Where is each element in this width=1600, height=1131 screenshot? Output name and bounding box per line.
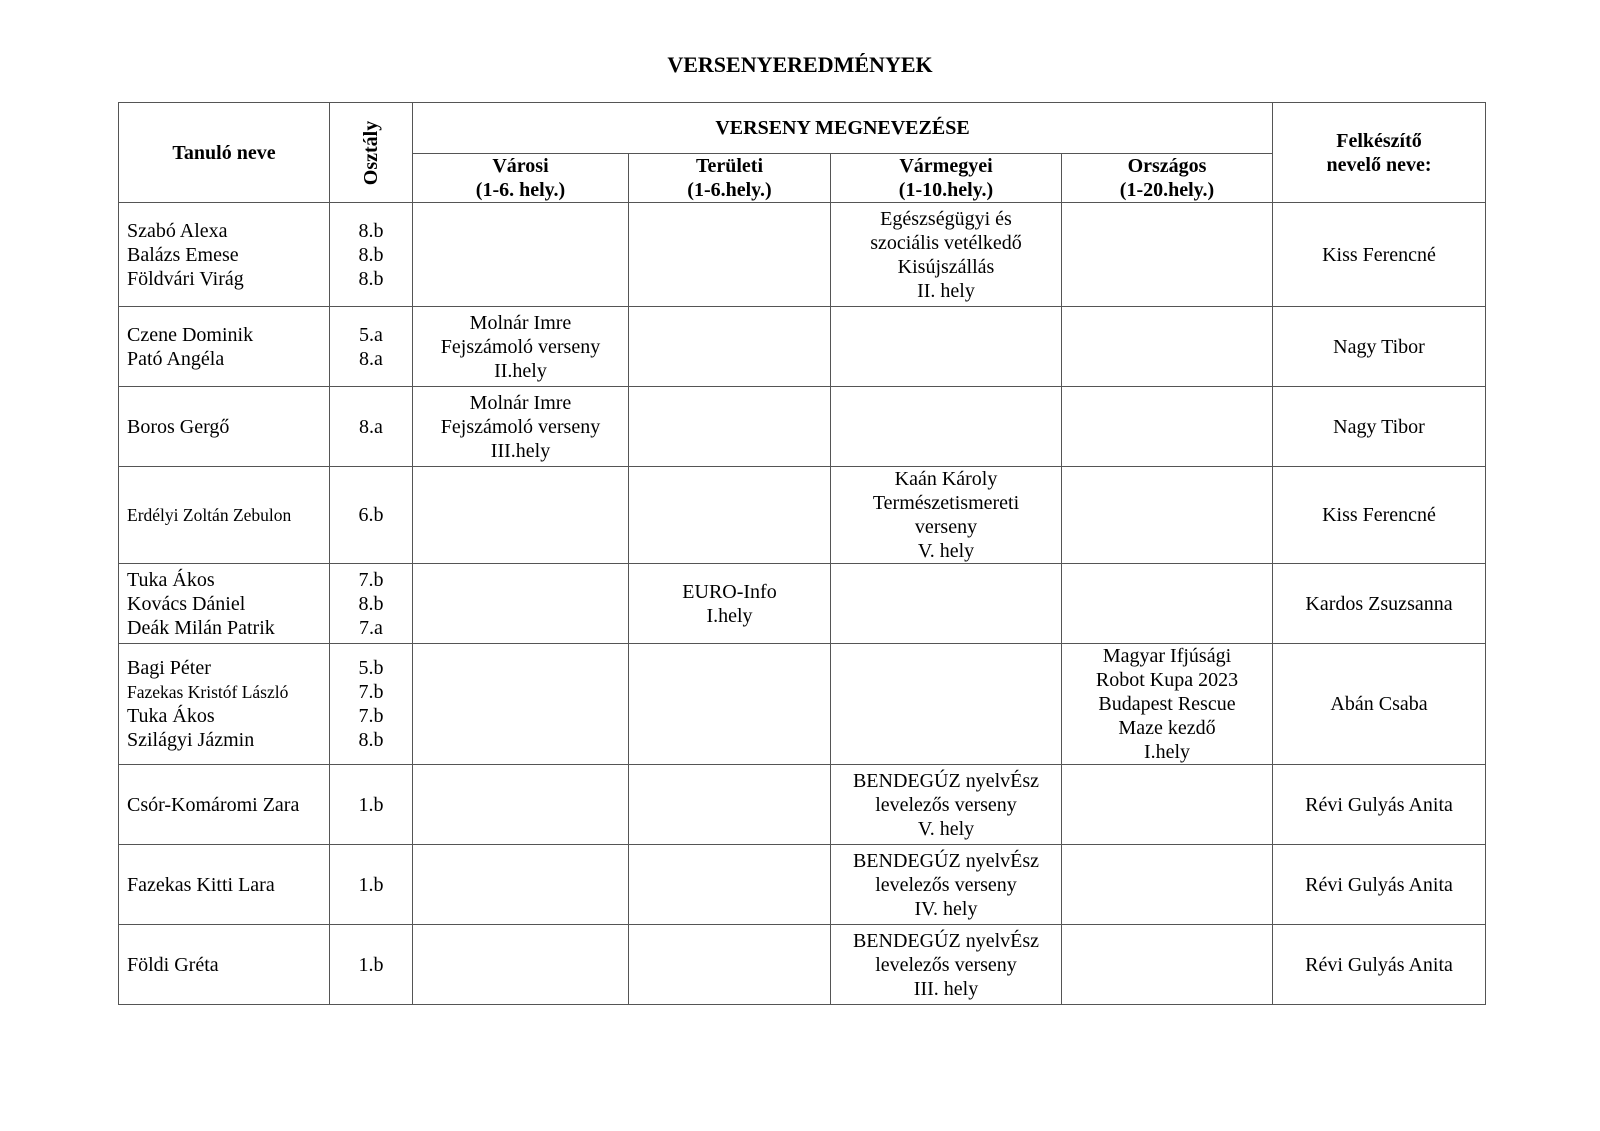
national-competition-cell-line: Robot Kupa 2023 bbox=[1095, 669, 1239, 691]
county-competition-cell-line: szociális vetélkedő bbox=[870, 231, 1022, 254]
header-level-region bbox=[629, 154, 831, 203]
student-names-cell-line: Fazekas Kitti Lara bbox=[127, 873, 275, 896]
national-competition-cell bbox=[1062, 564, 1273, 644]
region-competition-cell bbox=[629, 845, 831, 925]
student-names-cell-line: Erdélyi Zoltán Zebulon bbox=[127, 505, 292, 525]
city-competition-cell bbox=[413, 307, 629, 387]
header-teacher-line: nevelő neve: bbox=[1326, 153, 1432, 176]
city-competition-cell-line: Fejszámoló verseny bbox=[440, 415, 601, 438]
class-cell bbox=[330, 564, 413, 644]
header-teacher-line: Felkészítő bbox=[1336, 129, 1422, 152]
student-names-cell bbox=[119, 564, 330, 644]
student-names-cell bbox=[119, 307, 330, 387]
county-competition-cell bbox=[831, 925, 1062, 1005]
level-range: (1-10.hely.) bbox=[898, 179, 994, 201]
region-competition-cell bbox=[629, 387, 831, 467]
class-cell bbox=[330, 387, 413, 467]
county-competition-cell-line: BENDEGÚZ nyelvÉsz bbox=[852, 849, 1040, 872]
county-competition-cell bbox=[831, 765, 1062, 845]
teacher-cell: Nagy Tibor bbox=[1273, 307, 1486, 387]
class-cell-line: 8.a bbox=[359, 347, 383, 370]
region-competition-cell bbox=[629, 644, 831, 765]
student-names-cell-line: Tuka Ákos bbox=[127, 705, 215, 727]
results-body bbox=[119, 203, 1486, 1005]
national-competition-cell bbox=[1062, 307, 1273, 387]
city-competition-cell bbox=[413, 387, 629, 467]
national-competition-cell-line: Magyar Ifjúsági bbox=[1102, 645, 1232, 667]
class-cell-line: 6.b bbox=[358, 504, 384, 526]
county-competition-cell-line: BENDEGÚZ nyelvÉsz bbox=[852, 769, 1040, 792]
county-competition-cell-line: verseny bbox=[914, 516, 978, 538]
level-name: Területi bbox=[695, 155, 764, 177]
class-cell bbox=[330, 203, 413, 307]
teacher-cell: Kiss Ferencné bbox=[1273, 467, 1486, 564]
class-cell-line: 7.a bbox=[359, 616, 383, 639]
class-cell-line: 5.a bbox=[359, 323, 383, 346]
table-row bbox=[119, 564, 1486, 644]
level-name: Országos bbox=[1127, 155, 1207, 177]
class-cell-line: 8.b bbox=[358, 729, 384, 751]
header-level-national bbox=[1062, 154, 1273, 203]
region-competition-cell-line: I.hely bbox=[706, 604, 753, 627]
class-cell-line: 7.b bbox=[358, 568, 384, 591]
teacher-cell: Révi Gulyás Anita bbox=[1273, 845, 1486, 925]
student-names-cell-line: Csór-Komáromi Zara bbox=[127, 793, 300, 816]
class-cell bbox=[330, 845, 413, 925]
county-competition-cell bbox=[831, 387, 1062, 467]
county-competition-cell-line: Kaán Károly bbox=[894, 468, 998, 490]
city-competition-cell-line: III.hely bbox=[490, 439, 551, 462]
level-name: Vármegyei bbox=[899, 155, 993, 177]
page-title: VERSENYEREDMÉNYEK bbox=[667, 52, 933, 77]
national-competition-cell bbox=[1062, 644, 1273, 765]
class-cell-line: 7.b bbox=[358, 705, 384, 727]
level-range: (1-20.hely.) bbox=[1119, 179, 1215, 201]
student-names-cell bbox=[119, 644, 330, 765]
results-table bbox=[118, 102, 1486, 1005]
class-cell bbox=[330, 467, 413, 564]
student-names-cell-line: Fazekas Kristóf László bbox=[127, 682, 289, 702]
region-competition-cell bbox=[629, 467, 831, 564]
county-competition-cell bbox=[831, 644, 1062, 765]
class-cell-line: 8.b bbox=[358, 243, 384, 266]
region-competition-cell bbox=[629, 307, 831, 387]
header-teacher bbox=[1273, 103, 1486, 203]
class-cell bbox=[330, 925, 413, 1005]
city-competition-cell bbox=[413, 845, 629, 925]
student-names-cell bbox=[119, 765, 330, 845]
class-cell bbox=[330, 765, 413, 845]
county-competition-cell-line: BENDEGÚZ nyelvÉsz bbox=[852, 929, 1040, 952]
class-cell bbox=[330, 307, 413, 387]
student-names-cell-line: Szabó Alexa bbox=[127, 219, 228, 242]
county-competition-cell bbox=[831, 845, 1062, 925]
county-competition-cell-line: levelezős verseny bbox=[875, 953, 1017, 976]
class-cell-line: 5.b bbox=[358, 657, 384, 679]
header-class-label: Osztály bbox=[360, 120, 382, 185]
student-names-cell-line: Czene Dominik bbox=[127, 323, 254, 346]
student-names-cell-line: Tuka Ákos bbox=[127, 568, 215, 591]
teacher-cell: Révi Gulyás Anita bbox=[1273, 925, 1486, 1005]
county-competition-cell bbox=[831, 307, 1062, 387]
student-names-cell bbox=[119, 845, 330, 925]
table-row bbox=[119, 845, 1486, 925]
teacher-cell: Révi Gulyás Anita bbox=[1273, 765, 1486, 845]
table-row bbox=[119, 765, 1486, 845]
region-competition-cell bbox=[629, 765, 831, 845]
table-row bbox=[119, 203, 1486, 307]
class-cell-line: 1.b bbox=[358, 953, 384, 976]
student-names-cell-line: Szilágyi Jázmin bbox=[127, 729, 255, 751]
header-competition: VERSENY MEGNEVEZÉSE bbox=[413, 103, 1273, 154]
teacher-cell: Kardos Zsuzsanna bbox=[1273, 564, 1486, 644]
city-competition-cell-line: Fejszámoló verseny bbox=[440, 335, 601, 358]
header-level-city bbox=[413, 154, 629, 203]
student-names-cell-line: Pató Angéla bbox=[127, 347, 225, 370]
header-level-county bbox=[831, 154, 1062, 203]
student-names-cell-line: Bagi Péter bbox=[127, 657, 211, 679]
city-competition-cell bbox=[413, 925, 629, 1005]
student-names-cell-line: Földvári Virág bbox=[127, 267, 244, 290]
class-cell-line: 8.a bbox=[359, 415, 383, 438]
county-competition-cell-line: Természetismereti bbox=[872, 492, 1020, 514]
region-competition-cell bbox=[629, 203, 831, 307]
county-competition-cell-line: Egészségügyi és bbox=[880, 207, 1012, 230]
county-competition-cell-line: levelezős verseny bbox=[875, 873, 1017, 896]
county-competition-cell bbox=[831, 564, 1062, 644]
city-competition-cell bbox=[413, 467, 629, 564]
student-names-cell bbox=[119, 925, 330, 1005]
city-competition-cell bbox=[413, 203, 629, 307]
level-range: (1-6. hely.) bbox=[475, 179, 566, 201]
class-cell bbox=[330, 644, 413, 765]
county-competition-cell-line: III. hely bbox=[913, 977, 979, 1000]
national-competition-cell bbox=[1062, 387, 1273, 467]
student-names-cell-line: Balázs Emese bbox=[127, 243, 239, 266]
county-competition-cell-line: levelezős verseny bbox=[875, 793, 1017, 816]
class-cell-line: 8.b bbox=[358, 219, 384, 242]
table-row bbox=[119, 644, 1486, 765]
table-row bbox=[119, 925, 1486, 1005]
county-competition-cell-line: V. hely bbox=[917, 540, 975, 562]
national-competition-cell bbox=[1062, 203, 1273, 307]
city-competition-cell bbox=[413, 765, 629, 845]
student-names-cell-line: Boros Gergő bbox=[127, 415, 230, 438]
national-competition-cell-line: Budapest Rescue bbox=[1098, 693, 1236, 715]
student-names-cell bbox=[119, 387, 330, 467]
header-student-name: Tanuló neve bbox=[119, 103, 330, 203]
region-competition-cell bbox=[629, 925, 831, 1005]
region-competition-cell bbox=[629, 564, 831, 644]
class-cell-line: 7.b bbox=[358, 681, 384, 703]
teacher-cell: Abán Csaba bbox=[1273, 644, 1486, 765]
county-competition-cell-line: II. hely bbox=[917, 279, 975, 302]
table-row bbox=[119, 387, 1486, 467]
teacher-cell: Kiss Ferencné bbox=[1273, 203, 1486, 307]
county-competition-cell bbox=[831, 467, 1062, 564]
table-row bbox=[119, 467, 1486, 564]
class-cell-line: 8.b bbox=[358, 592, 384, 615]
student-names-cell bbox=[119, 203, 330, 307]
county-competition-cell-line: IV. hely bbox=[914, 897, 978, 920]
city-competition-cell bbox=[413, 644, 629, 765]
national-competition-cell-line: I.hely bbox=[1143, 741, 1191, 763]
national-competition-cell bbox=[1062, 467, 1273, 564]
level-range: (1-6.hely.) bbox=[687, 179, 772, 201]
city-competition-cell-line: II.hely bbox=[494, 359, 547, 382]
city-competition-cell bbox=[413, 564, 629, 644]
class-cell-line: 1.b bbox=[358, 873, 384, 896]
header-row-top bbox=[119, 103, 1486, 154]
national-competition-cell bbox=[1062, 845, 1273, 925]
student-names-cell-line: Földi Gréta bbox=[127, 953, 219, 976]
national-competition-cell bbox=[1062, 765, 1273, 845]
header-class bbox=[330, 103, 413, 203]
city-competition-cell-line: Molnár Imre bbox=[469, 391, 572, 414]
class-cell-line: 8.b bbox=[358, 267, 384, 290]
student-names-cell-line: Kovács Dániel bbox=[127, 592, 246, 615]
national-competition-cell-line: Maze kezdő bbox=[1118, 717, 1216, 739]
county-competition-cell bbox=[831, 203, 1062, 307]
teacher-cell: Nagy Tibor bbox=[1273, 387, 1486, 467]
class-cell-line: 1.b bbox=[358, 793, 384, 816]
national-competition-cell bbox=[1062, 925, 1273, 1005]
table-row bbox=[119, 307, 1486, 387]
level-name: Városi bbox=[492, 155, 549, 177]
county-competition-cell-line: Kisújszállás bbox=[897, 255, 995, 278]
student-names-cell bbox=[119, 467, 330, 564]
county-competition-cell-line: V. hely bbox=[917, 817, 975, 840]
region-competition-cell-line: EURO-Info bbox=[682, 580, 777, 603]
student-names-cell-line: Deák Milán Patrik bbox=[127, 616, 275, 639]
city-competition-cell-line: Molnár Imre bbox=[469, 311, 572, 334]
